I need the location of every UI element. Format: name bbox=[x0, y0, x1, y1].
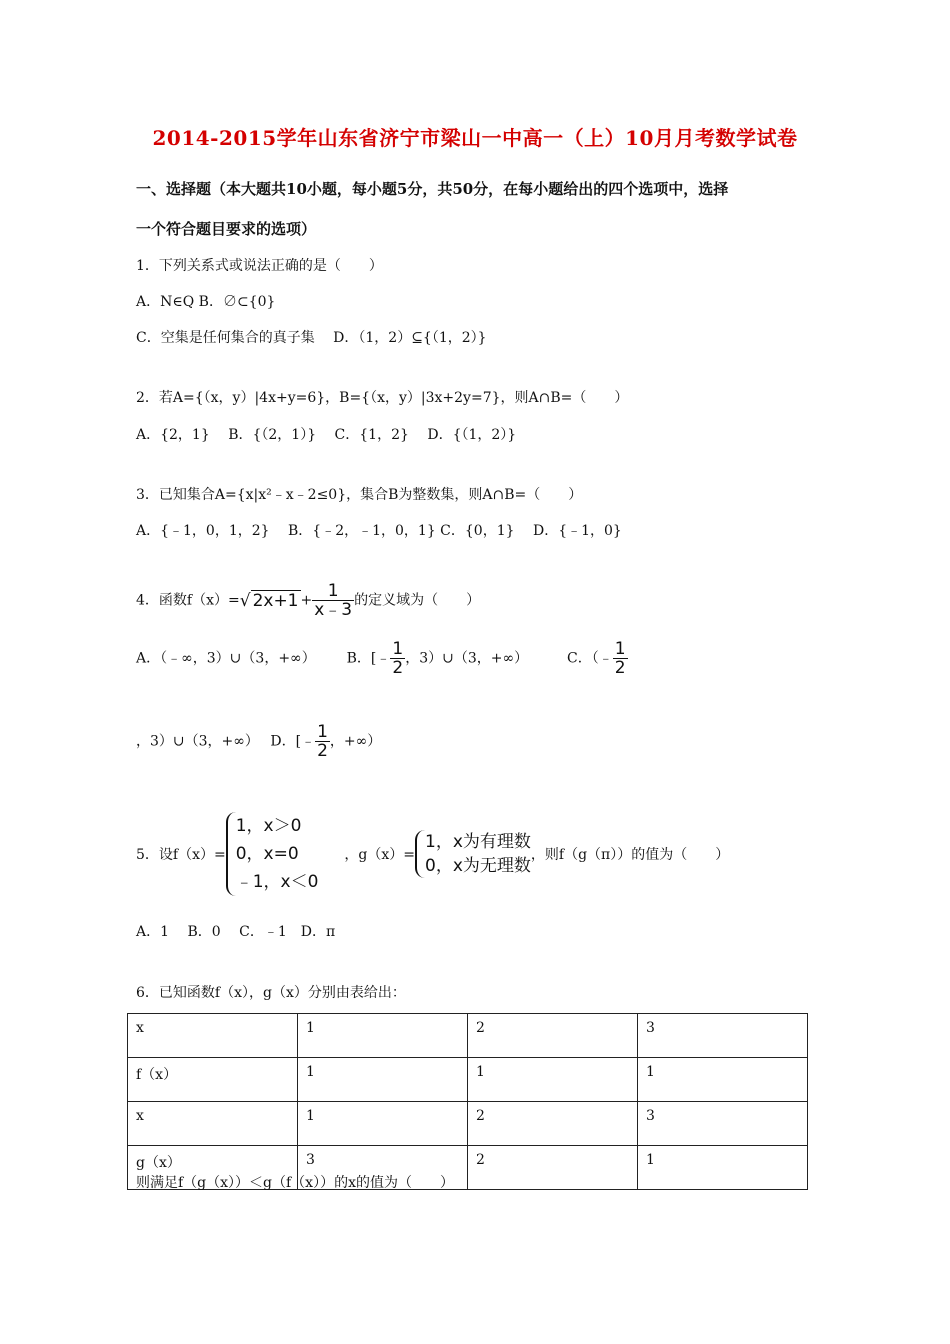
q4-option-d-post: ，+∞） bbox=[329, 733, 382, 750]
table-cell: 1 bbox=[638, 1146, 808, 1190]
q1-options-cd: C．空集是任何集合的真子集 D．（1，2）⊆{（1，2）} bbox=[136, 330, 487, 346]
table-row bbox=[128, 1102, 808, 1146]
piecewise-g bbox=[415, 830, 531, 878]
f-case: 1，x＞0 bbox=[235, 816, 302, 836]
table-cell: 1 bbox=[298, 1058, 468, 1102]
function-value-table bbox=[127, 1013, 808, 1190]
sqrt-expression: √ 2x+1 bbox=[239, 590, 299, 611]
half-denominator: 2 bbox=[392, 658, 404, 678]
table-cell: 1 bbox=[298, 1102, 468, 1146]
g-case: 1，x为有理数 bbox=[425, 832, 531, 852]
q4-suffix: 的定义域为（ ） bbox=[354, 592, 481, 609]
q2-options: A．{2，1} B．{（2，1）} C．{1，2} D．{（1，2）} bbox=[136, 427, 517, 443]
q5-prefix: 5．设f（x）= bbox=[136, 847, 226, 863]
section-heading-line2: 一个符合题目要求的选项） bbox=[136, 220, 317, 238]
q4-option-b-pre: B．[﹣ bbox=[346, 650, 391, 667]
fraction-1-over-x-3 bbox=[312, 582, 354, 619]
piecewise-f bbox=[226, 812, 319, 896]
q4-option-c-pre: C．（﹣ bbox=[567, 650, 613, 667]
table-cell: 3 bbox=[638, 1102, 808, 1146]
q4-prefix: 4．函数f（x）= bbox=[136, 592, 240, 609]
q4-option-b-post: ，3）∪（3，+∞） bbox=[405, 650, 529, 667]
section-heading-line1: 一、选择题（本大题共10小题，每小题5分，共50分，在每小题给出的四个选项中，选择 bbox=[136, 180, 729, 198]
g-case: 0，x为无理数 bbox=[425, 856, 531, 876]
f-case: ﹣1，x＜0 bbox=[235, 872, 319, 892]
q4-stem bbox=[136, 582, 480, 619]
q6-question: 则满足f（g（x））＜g（f（x））的x的值为（ ） bbox=[136, 1175, 454, 1191]
q5-mid: ，g（x）= bbox=[344, 847, 416, 863]
q3-stem: 3．已知集合A={x|x²﹣x﹣2≤0}，集合B为整数集，则A∩B=（ ） bbox=[136, 487, 583, 503]
frac-denominator: x﹣3 bbox=[314, 600, 353, 620]
fraction-one-half bbox=[613, 640, 628, 677]
q5-options: A．1 B．0 C．﹣1 D．π bbox=[136, 924, 336, 940]
q5-stem bbox=[136, 812, 729, 896]
half-numerator: 1 bbox=[317, 722, 328, 742]
table-cell: 3 bbox=[298, 1146, 468, 1190]
half-numerator: 1 bbox=[614, 639, 626, 659]
half-denominator: 2 bbox=[614, 658, 626, 678]
table-cell: 2 bbox=[468, 1014, 638, 1058]
table-cell: 1 bbox=[298, 1014, 468, 1058]
table-cell: 1 bbox=[638, 1058, 808, 1102]
fraction-one-half bbox=[390, 640, 405, 677]
q4-option-c-post-d-pre: ，3）∪（3，+∞） D．[﹣ bbox=[136, 733, 316, 750]
half-denominator: 2 bbox=[317, 741, 328, 761]
table-row bbox=[128, 1014, 808, 1058]
table-cell: 2 bbox=[468, 1146, 638, 1190]
sqrt-radicand: 2x+1 bbox=[252, 590, 299, 611]
q4-option-a: A．（﹣∞，3）∪（3，+∞） bbox=[136, 650, 316, 667]
half-numerator: 1 bbox=[392, 639, 404, 659]
frac-numerator: 1 bbox=[312, 582, 354, 601]
q4-plus: + bbox=[300, 592, 313, 609]
q6-stem: 6．已知函数f（x），g（x）分别由表给出： bbox=[136, 985, 406, 1001]
table-row bbox=[128, 1058, 808, 1102]
q1-options-ab: A．N∈Q B．∅⊂{0} bbox=[136, 294, 276, 310]
q2-stem: 2．若A={（x，y）|4x+y=6}，B={（x，y）|3x+2y=7}，则A∩B=（ ） bbox=[136, 390, 629, 406]
q3-options: A．{﹣1，0，1，2} B．{﹣2，﹣1，0，1} C．{0，1} D．{﹣1，0} bbox=[136, 523, 622, 539]
table-cell: 3 bbox=[638, 1014, 808, 1058]
q4-options-line2 bbox=[136, 723, 381, 760]
table-cell: g（x） bbox=[128, 1146, 298, 1190]
f-case: 0，x=0 bbox=[235, 844, 299, 864]
q4-options-line1 bbox=[136, 640, 628, 677]
q5-suffix: ，则f（g（π））的值为（ ） bbox=[530, 847, 730, 863]
table-cell: x bbox=[128, 1014, 298, 1058]
q1-stem: 1．下列关系式或说法正确的是（ ） bbox=[136, 258, 383, 274]
table-cell: x bbox=[128, 1102, 298, 1146]
table-cell: f（x） bbox=[128, 1058, 298, 1102]
table-cell: 1 bbox=[468, 1058, 638, 1102]
fraction-one-half bbox=[315, 723, 330, 760]
exam-title: 2014-2015学年山东省济宁市梁山一中高一（上）10月月考数学试卷 bbox=[152, 126, 798, 150]
table-cell: 2 bbox=[468, 1102, 638, 1146]
